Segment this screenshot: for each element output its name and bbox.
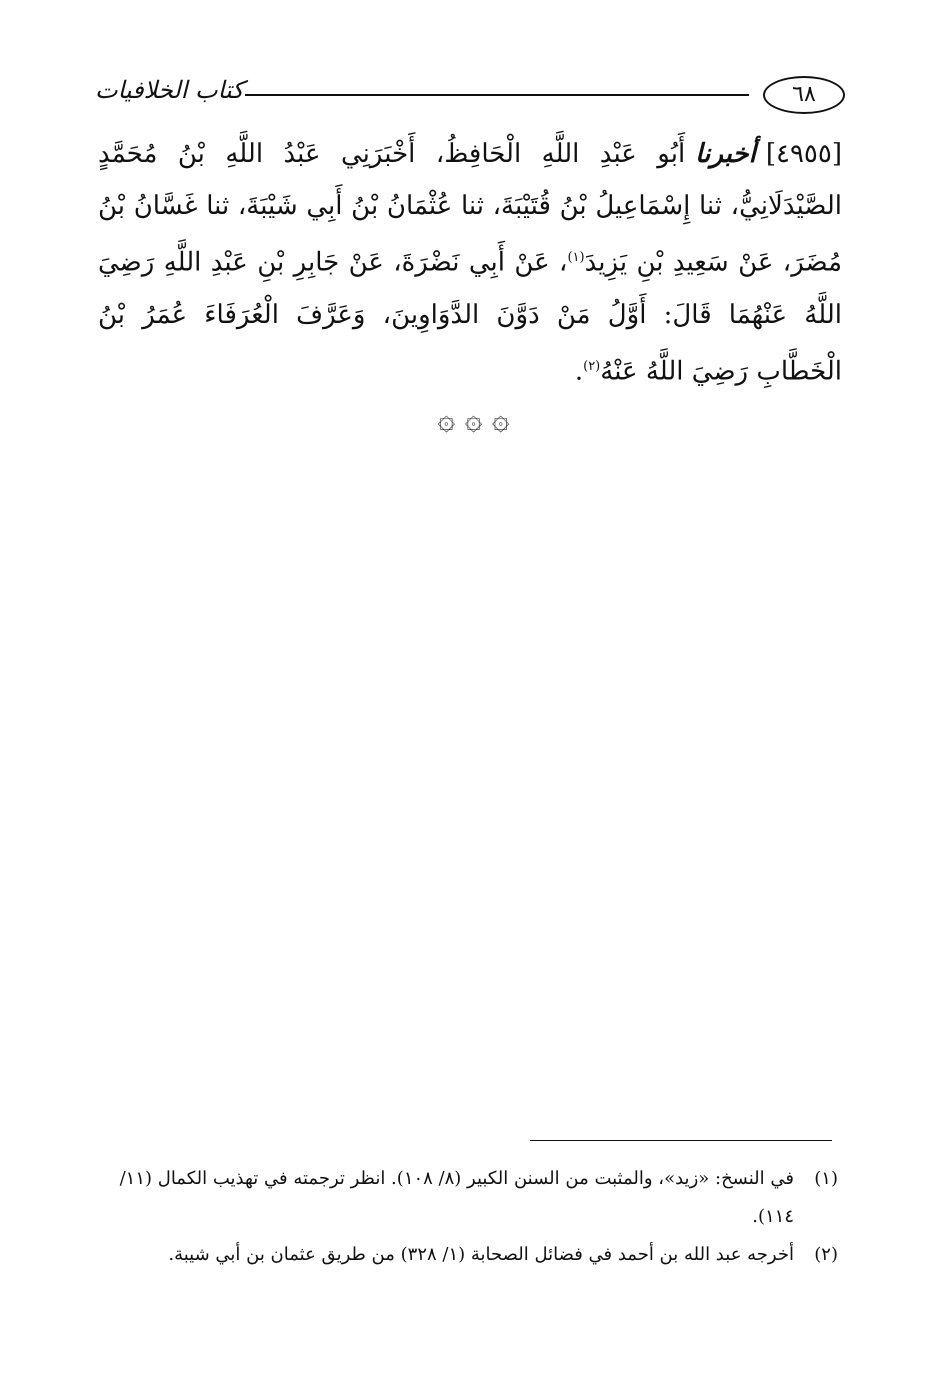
footnote-mark: (٢) [814,1244,838,1265]
footnote-ref-1: (١) [567,250,585,265]
hadith-text [98,128,842,397]
footnote-text: أخرجه عبد الله بن أحمد في فضائل الصحابة (١/ ٣٢٨) من طريق عثمان بن أبي شيبة. [168,1244,794,1265]
hadith-text-part-2: ، عَنْ أَبِي نَضْرَةَ، عَنْ جَابِرِ بْنِ عَبْدِ اللَّهِ رَضِيَ اللَّهُ عَنْهُمَا قَالَ: أَوَّلُ مَنْ دَوَّنَ الدَّوَاوِينَ، وَعَرَّفَ الْعُرَفَاءَ عُمَرُ بْنُ الْخَطَّابِ رَضِيَ اللَّهُ عَنْهُ [98,247,842,387]
book-title: كتاب الخلافيات [95,76,244,104]
footnote-rule [530,1140,832,1141]
page-number: ٦٨ [763,76,845,114]
footnote-text: في النسخ: «زيد»، والمثبت من السنن الكبير (٨/ ١٠٨). انظر ترجمته في تهذيب الكمال (١١/ ١١٤). [119,1168,794,1227]
page-header [95,70,845,120]
footnote-mark: (١) [814,1168,838,1189]
lead-word: أخبرنا [695,139,756,169]
footnote-2 [98,1236,838,1274]
section-ornaments: ۞ ۞ ۞ [437,402,510,437]
hadith-text-end: . [574,356,584,387]
footnote-1 [98,1160,838,1236]
hadith-text-part-1: أَبُو عَبْدِ اللَّهِ الْحَافِظُ، أَخْبَرَنِي عَبْدُ اللَّهِ بْنُ مُحَمَّدٍ الصَّيْدَلَانِيُّ، ثنا إِسْمَاعِيلُ بْنُ قُتَيْبَةَ، ثنا عُثْمَانُ بْنُ أَبِي شَيْبَةَ، ثنا غَسَّانُ بْنُ مُضَرَ، عَنْ سَعِيدِ بْنِ يَزِيدَ [98,139,843,278]
hadith-number: [٤٩٥٥] [765,139,842,169]
footnote-ref-2: (٢) [583,358,601,374]
header-rule [245,94,749,96]
footnotes [98,1160,838,1274]
